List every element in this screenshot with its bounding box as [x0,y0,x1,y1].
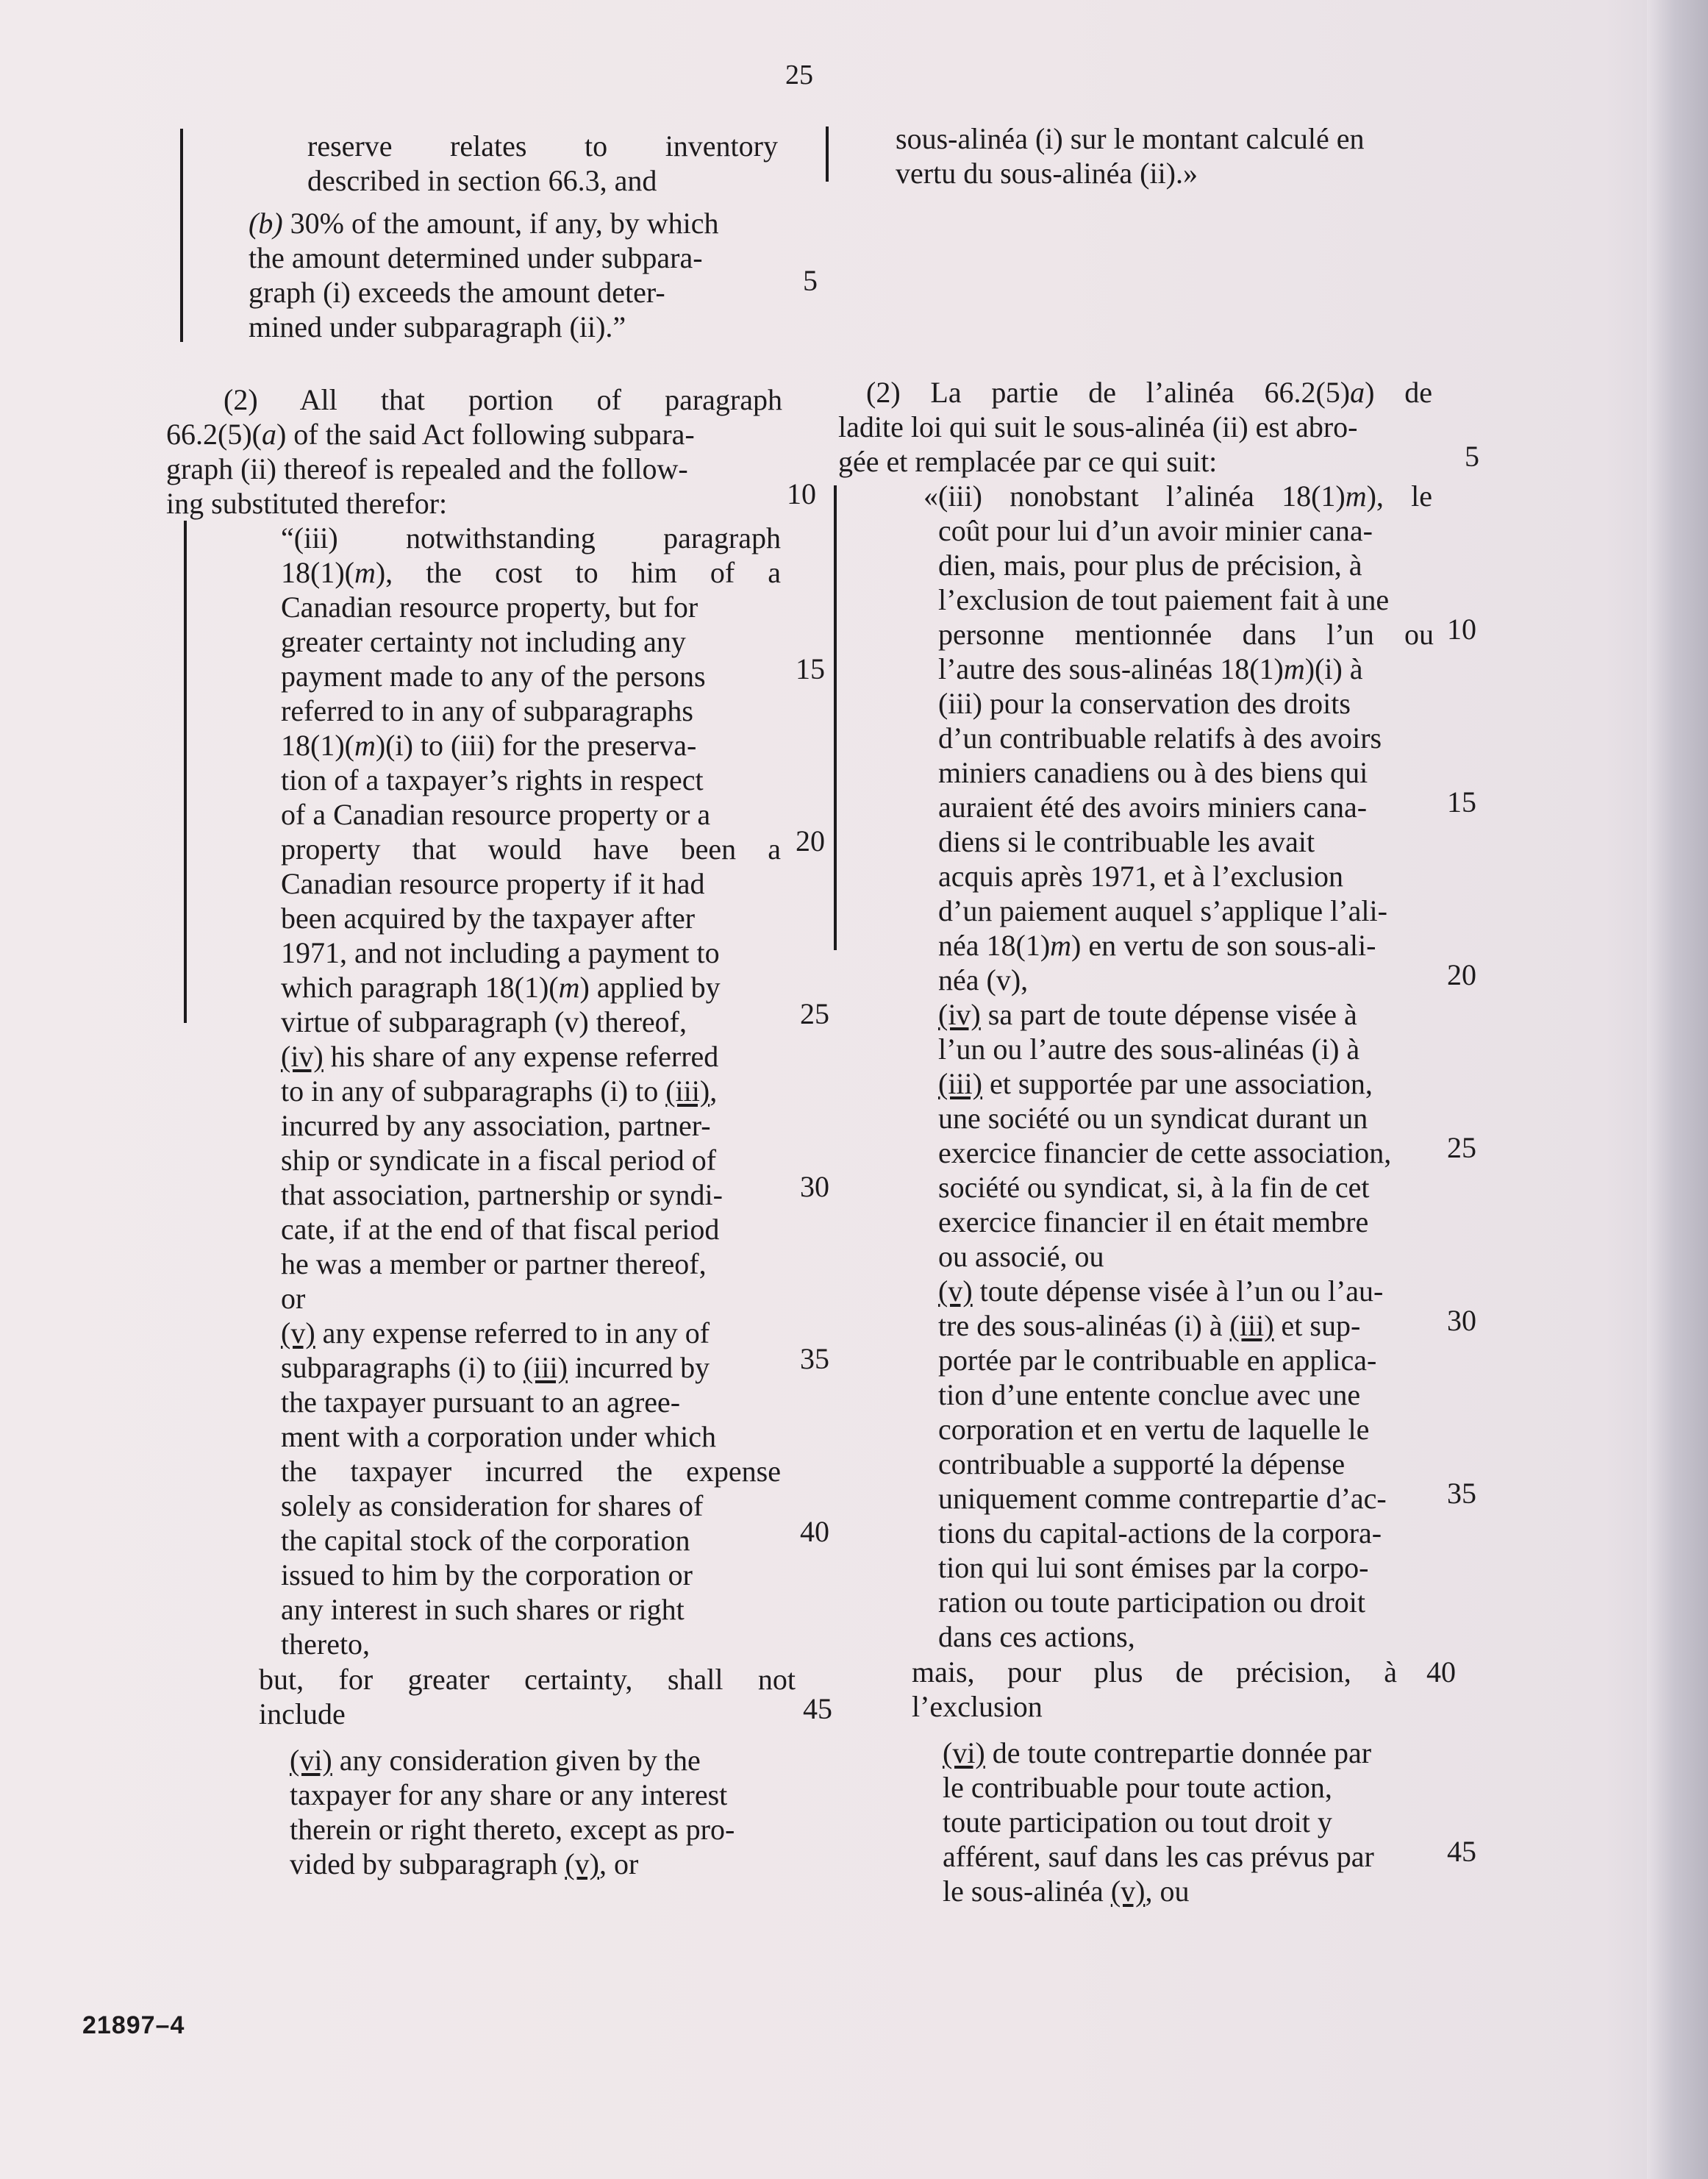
binding-shadow [1647,0,1708,2179]
english-line: Canadian resource property if it had [281,867,705,900]
english-line: Canadian resource property, but for [281,591,698,624]
english-line: ment with a corporation under which [281,1420,717,1453]
english-line: virtue of subparagraph (v) thereof, [281,1005,687,1038]
french-line: (iv) sa part de toute dépense visée à [938,998,1357,1031]
french-line: ration ou toute participation ou droit [938,1586,1365,1619]
english-line: (v) any expense referred to in any of [281,1316,710,1349]
french-line: diens si le contribuable les avait [938,825,1315,858]
line-number: 30 [800,1170,829,1203]
english-line: incurred by any association, partner- [281,1109,711,1142]
french-line: sous-alinéa (i) sur le montant calculé en [896,122,1365,155]
french-line: dien, mais, pour plus de précision, à [938,549,1362,582]
english-line: the taxpayer pursuant to an agree- [281,1385,681,1419]
english-line: to in any of subparagraphs (i) to (iii), [281,1074,718,1108]
french-line: dans ces actions, [938,1620,1135,1653]
english-line: or [281,1282,306,1315]
french-line: personne mentionnée dans l’un ou [938,618,1434,651]
french-line: ou associé, ou [938,1240,1104,1273]
french-line: tion qui lui sont émises par la corpo- [938,1551,1369,1584]
line-number: 15 [1447,785,1476,819]
line-number: 10 [1447,613,1476,646]
document-code: 21897–4 [82,2011,185,2039]
english-line: referred to in any of subparagraphs [281,694,693,727]
revision-bar [826,126,829,182]
english-line: “(iii) notwithstanding paragraph [281,521,781,554]
english-line: (vi) any consideration given by the [290,1744,701,1777]
revision-bar [180,129,183,342]
french-line: portée par le contribuable en applica- [938,1344,1377,1377]
french-line: l’exclusion de tout paiement fait à une [938,583,1390,616]
line-number: 40 [800,1515,829,1548]
english-line: graph (i) exceeds the amount deter- [249,276,665,309]
line-number: 20 [1447,958,1476,991]
english-line: 18(1)(m)(i) to (iii) for the preserva- [281,729,697,762]
english-line: therein or right thereto, except as pro- [290,1813,735,1846]
french-line: (vi) de toute contrepartie donnée par [943,1736,1372,1769]
english-line: (b) 30% of the amount, if any, by which [249,207,719,240]
line-number: 40 [1426,1655,1456,1688]
french-line: contribuable a supporté la dépense [938,1447,1346,1480]
french-line: gée et remplacée par ce qui suit: [838,445,1218,478]
french-line: exercice financier de cette association, [938,1136,1392,1169]
french-line: auraient été des avoirs miniers cana- [938,791,1368,824]
line-number: 25 [1447,1131,1476,1164]
french-line: (v) toute dépense visée à l’un ou l’au- [938,1274,1384,1308]
french-line: (iii) et supportée par une association, [938,1067,1373,1100]
english-line: tion of a taxpayer’s rights in respect [281,763,704,796]
line-number: 35 [800,1342,829,1375]
english-line: that association, partnership or syndi- [281,1178,723,1211]
french-line: le contribuable pour toute action, [943,1771,1332,1804]
english-line: issued to him by the corporation or [281,1558,693,1591]
english-line: the capital stock of the corporation [281,1524,690,1557]
french-line: société ou syndicat, si, à la fin de cet [938,1171,1370,1204]
french-line: exercice financier il en était membre [938,1205,1369,1238]
line-number: 10 [787,477,816,510]
english-line: of a Canadian resource property or a [281,798,711,831]
revision-bar [834,485,837,950]
french-line: coût pour lui d’un avoir minier cana- [938,514,1373,547]
english-line: property that would have been a [281,832,781,866]
revision-bar [184,521,187,1023]
english-line: the taxpayer incurred the expense [281,1455,781,1488]
french-line: d’un contribuable relatifs à des avoirs [938,721,1382,755]
english-line: been acquired by the taxpayer after [281,902,696,935]
english-line: thereto, [281,1627,371,1661]
line-number: 25 [800,997,829,1030]
english-line: ship or syndicate in a fiscal period of [281,1144,717,1177]
line-number: 30 [1447,1304,1476,1337]
french-line: néa 18(1)m) en vertu de son sous-ali- [938,929,1376,962]
french-line: (2) La partie de l’alinéa 66.2(5)a) de [866,376,1433,409]
page-number: 25 [785,60,813,90]
french-line: vertu du sous-alinéa (ii).» [896,157,1198,190]
french-line: néa (v), [938,963,1029,996]
english-line: 1971, and not including a payment to [281,936,720,969]
english-line: taxpayer for any share or any interest [290,1778,728,1811]
french-line: l’exclusion [912,1690,1043,1723]
english-line: ing substituted therefor: [166,487,448,520]
french-line: afférent, sauf dans les cas prévus par [943,1840,1374,1873]
english-line: vided by subparagraph (v), or [290,1847,639,1880]
line-number: 45 [1447,1835,1476,1868]
english-line: greater certainty not including any [281,625,686,658]
french-line: ladite loi qui suit le sous-alinéa (ii) est abro- [838,410,1358,443]
english-line: which paragraph 18(1)(m) applied by [281,971,721,1004]
french-line: corporation et en vertu de laquelle le [938,1413,1370,1446]
french-line: uniquement comme contrepartie d’ac- [938,1482,1387,1515]
french-line: mais, pour plus de précision, à [912,1655,1397,1688]
french-line: l’autre des sous-alinéas 18(1)m)(i) à [938,652,1363,685]
line-number: 5 [803,264,818,297]
english-line: reserve relates to inventory [307,129,778,163]
line-number: 35 [1447,1477,1476,1510]
french-line: acquis après 1971, et à l’exclusion [938,860,1343,893]
english-line: described in section 66.3, and [307,164,657,197]
english-line: solely as consideration for shares of [281,1489,704,1522]
english-line: (iv) his share of any expense referred [281,1040,719,1073]
line-number: 45 [803,1692,832,1725]
english-line: include [259,1697,346,1730]
french-line: tre des sous-alinéas (i) à (iii) et sup- [938,1309,1361,1342]
french-line: «(iii) nonobstant l’alinéa 18(1)m), le [923,479,1433,513]
english-line: the amount determined under subpara- [249,241,703,274]
french-line: une société ou un syndicat durant un [938,1102,1368,1135]
french-line: toute participation ou tout droit y [943,1805,1332,1839]
english-line: payment made to any of the persons [281,660,706,693]
english-line: but, for greater certainty, shall not [259,1663,796,1696]
english-line: 66.2(5)(a) of the said Act following subpara- [166,418,695,451]
english-line: any interest in such shares or right [281,1593,685,1626]
english-line: he was a member or partner thereof, [281,1247,707,1280]
english-line: graph (ii) thereof is repealed and the follow- [166,452,688,485]
english-line: mined under subparagraph (ii).” [249,310,626,343]
english-line: cate, if at the end of that fiscal period [281,1213,720,1246]
french-line: tions du capital-actions de la corpora- [938,1516,1382,1549]
french-line: le sous-alinéa (v), ou [943,1875,1190,1908]
line-number: 20 [796,824,825,857]
french-line: d’un paiement auquel s’applique l’ali- [938,894,1387,927]
french-line: l’un ou l’autre des sous-alinéas (i) à [938,1033,1360,1066]
french-line: tion d’une entente conclue avec une [938,1378,1361,1411]
french-line: miniers canadiens ou à des biens qui [938,756,1368,789]
english-line: (2) All that portion of paragraph [224,383,782,416]
english-line: subparagraphs (i) to (iii) incurred by [281,1351,710,1384]
line-number: 5 [1465,440,1479,473]
line-number: 15 [796,652,825,685]
english-line: 18(1)(m), the cost to him of a [281,556,781,589]
french-line: (iii) pour la conservation des droits [938,687,1351,720]
